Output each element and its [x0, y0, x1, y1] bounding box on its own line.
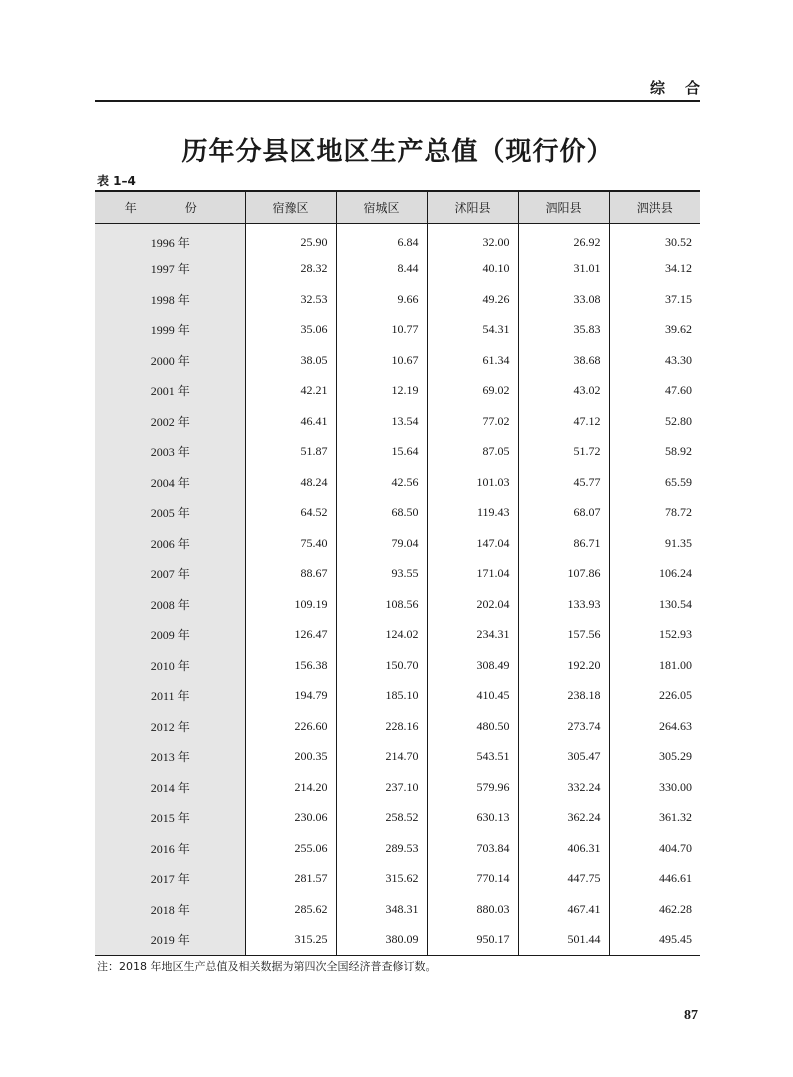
column-header-sihong: 泗洪县	[609, 191, 700, 223]
table-row	[95, 345, 700, 376]
column-header-siyang: 泗阳县	[518, 191, 609, 223]
value-cell: 75.40	[245, 528, 336, 559]
value-cell: 43.30	[609, 345, 700, 376]
table-row	[95, 437, 700, 468]
value-cell: 147.04	[427, 528, 518, 559]
value-cell: 273.74	[518, 711, 609, 742]
value-cell: 37.15	[609, 284, 700, 315]
page-number: 87	[684, 1008, 698, 1023]
column-header-year: 年 份	[95, 191, 245, 223]
year-cell: 2005 年	[95, 498, 245, 529]
value-cell: 32.53	[245, 284, 336, 315]
year-cell: 2007 年	[95, 559, 245, 590]
value-cell: 305.29	[609, 742, 700, 773]
value-cell: 543.51	[427, 742, 518, 773]
column-header-sucheng: 宿城区	[336, 191, 427, 223]
year-cell: 2000 年	[95, 345, 245, 376]
table-row	[95, 833, 700, 864]
value-cell: 54.31	[427, 315, 518, 346]
value-cell: 34.12	[609, 254, 700, 285]
year-cell: 2016 年	[95, 833, 245, 864]
table-row	[95, 681, 700, 712]
value-cell: 46.41	[245, 406, 336, 437]
value-cell: 119.43	[427, 498, 518, 529]
table-row	[95, 315, 700, 346]
value-cell: 126.47	[245, 620, 336, 651]
column-header-suyu: 宿豫区	[245, 191, 336, 223]
value-cell: 51.72	[518, 437, 609, 468]
value-cell: 79.04	[336, 528, 427, 559]
year-cell: 2013 年	[95, 742, 245, 773]
value-cell: 61.34	[427, 345, 518, 376]
table-row	[95, 498, 700, 529]
year-cell: 2008 年	[95, 589, 245, 620]
value-cell: 446.61	[609, 864, 700, 895]
value-cell: 150.70	[336, 650, 427, 681]
value-cell: 30.52	[609, 223, 700, 254]
section-label: 综合	[649, 79, 720, 97]
value-cell: 285.62	[245, 894, 336, 925]
table-row	[95, 406, 700, 437]
value-cell: 6.84	[336, 223, 427, 254]
value-cell: 226.60	[245, 711, 336, 742]
value-cell: 35.83	[518, 315, 609, 346]
value-cell: 32.00	[427, 223, 518, 254]
table-row	[95, 711, 700, 742]
value-cell: 467.41	[518, 894, 609, 925]
value-cell: 28.32	[245, 254, 336, 285]
value-cell: 185.10	[336, 681, 427, 712]
table-row	[95, 467, 700, 498]
value-cell: 281.57	[245, 864, 336, 895]
value-cell: 42.21	[245, 376, 336, 407]
value-cell: 48.24	[245, 467, 336, 498]
year-cell: 2003 年	[95, 437, 245, 468]
value-cell: 361.32	[609, 803, 700, 834]
value-cell: 171.04	[427, 559, 518, 590]
value-cell: 130.54	[609, 589, 700, 620]
value-cell: 10.77	[336, 315, 427, 346]
value-cell: 87.05	[427, 437, 518, 468]
table-row	[95, 650, 700, 681]
value-cell: 362.24	[518, 803, 609, 834]
section-header	[95, 78, 720, 102]
value-cell: 495.45	[609, 925, 700, 956]
year-cell: 2017 年	[95, 864, 245, 895]
value-cell: 49.26	[427, 284, 518, 315]
value-cell: 101.03	[427, 467, 518, 498]
value-cell: 202.04	[427, 589, 518, 620]
table-row	[95, 589, 700, 620]
value-cell: 406.31	[518, 833, 609, 864]
value-cell: 45.77	[518, 467, 609, 498]
table-row	[95, 894, 700, 925]
value-cell: 157.56	[518, 620, 609, 651]
value-cell: 181.00	[609, 650, 700, 681]
year-cell: 2004 年	[95, 467, 245, 498]
value-cell: 330.00	[609, 772, 700, 803]
data-table	[95, 190, 700, 956]
table-row	[95, 742, 700, 773]
value-cell: 108.56	[336, 589, 427, 620]
value-cell: 68.50	[336, 498, 427, 529]
value-cell: 237.10	[336, 772, 427, 803]
table-row	[95, 559, 700, 590]
value-cell: 380.09	[336, 925, 427, 956]
value-cell: 192.20	[518, 650, 609, 681]
value-cell: 88.67	[245, 559, 336, 590]
value-cell: 77.02	[427, 406, 518, 437]
value-cell: 25.90	[245, 223, 336, 254]
value-cell: 64.52	[245, 498, 336, 529]
value-cell: 31.01	[518, 254, 609, 285]
value-cell: 47.12	[518, 406, 609, 437]
value-cell: 78.72	[609, 498, 700, 529]
value-cell: 9.66	[336, 284, 427, 315]
value-cell: 107.86	[518, 559, 609, 590]
value-cell: 264.63	[609, 711, 700, 742]
table-row	[95, 254, 700, 285]
value-cell: 447.75	[518, 864, 609, 895]
value-cell: 234.31	[427, 620, 518, 651]
value-cell: 51.87	[245, 437, 336, 468]
value-cell: 226.05	[609, 681, 700, 712]
table-row	[95, 528, 700, 559]
value-cell: 630.13	[427, 803, 518, 834]
year-cell: 1997 年	[95, 254, 245, 285]
value-cell: 315.25	[245, 925, 336, 956]
value-cell: 214.70	[336, 742, 427, 773]
table-row	[95, 925, 700, 956]
table-row	[95, 864, 700, 895]
value-cell: 770.14	[427, 864, 518, 895]
value-cell: 289.53	[336, 833, 427, 864]
value-cell: 58.92	[609, 437, 700, 468]
value-cell: 69.02	[427, 376, 518, 407]
value-cell: 348.31	[336, 894, 427, 925]
value-cell: 86.71	[518, 528, 609, 559]
value-cell: 194.79	[245, 681, 336, 712]
value-cell: 106.24	[609, 559, 700, 590]
year-cell: 2019 年	[95, 925, 245, 956]
year-cell: 2014 年	[95, 772, 245, 803]
value-cell: 26.92	[518, 223, 609, 254]
table-row	[95, 223, 700, 254]
value-cell: 12.19	[336, 376, 427, 407]
value-cell: 93.55	[336, 559, 427, 590]
year-cell: 1996 年	[95, 223, 245, 254]
value-cell: 152.93	[609, 620, 700, 651]
year-cell: 2018 年	[95, 894, 245, 925]
year-cell: 2010 年	[95, 650, 245, 681]
value-cell: 214.20	[245, 772, 336, 803]
value-cell: 305.47	[518, 742, 609, 773]
value-cell: 404.70	[609, 833, 700, 864]
table-row	[95, 803, 700, 834]
value-cell: 13.54	[336, 406, 427, 437]
value-cell: 39.62	[609, 315, 700, 346]
value-cell: 38.68	[518, 345, 609, 376]
year-cell: 2012 年	[95, 711, 245, 742]
year-cell: 2015 年	[95, 803, 245, 834]
value-cell: 35.06	[245, 315, 336, 346]
value-cell: 40.10	[427, 254, 518, 285]
table-body	[95, 223, 700, 955]
value-cell: 410.45	[427, 681, 518, 712]
value-cell: 124.02	[336, 620, 427, 651]
value-cell: 462.28	[609, 894, 700, 925]
value-cell: 47.60	[609, 376, 700, 407]
value-cell: 33.08	[518, 284, 609, 315]
value-cell: 228.16	[336, 711, 427, 742]
value-cell: 315.62	[336, 864, 427, 895]
value-cell: 133.93	[518, 589, 609, 620]
value-cell: 308.49	[427, 650, 518, 681]
year-cell: 2006 年	[95, 528, 245, 559]
year-cell: 2001 年	[95, 376, 245, 407]
value-cell: 65.59	[609, 467, 700, 498]
value-cell: 38.05	[245, 345, 336, 376]
value-cell: 156.38	[245, 650, 336, 681]
table-number: 表 1–4	[97, 174, 136, 188]
table-row	[95, 620, 700, 651]
value-cell: 703.84	[427, 833, 518, 864]
value-cell: 880.03	[427, 894, 518, 925]
value-cell: 42.56	[336, 467, 427, 498]
table-row	[95, 284, 700, 315]
value-cell: 579.96	[427, 772, 518, 803]
year-cell: 2002 年	[95, 406, 245, 437]
value-cell: 230.06	[245, 803, 336, 834]
value-cell: 238.18	[518, 681, 609, 712]
value-cell: 43.02	[518, 376, 609, 407]
value-cell: 258.52	[336, 803, 427, 834]
value-cell: 52.80	[609, 406, 700, 437]
table-row	[95, 376, 700, 407]
value-cell: 10.67	[336, 345, 427, 376]
value-cell: 200.35	[245, 742, 336, 773]
year-cell: 1999 年	[95, 315, 245, 346]
value-cell: 501.44	[518, 925, 609, 956]
value-cell: 68.07	[518, 498, 609, 529]
value-cell: 950.17	[427, 925, 518, 956]
value-cell: 480.50	[427, 711, 518, 742]
year-cell: 2011 年	[95, 681, 245, 712]
page-title: 历年分县区地区生产总值（现行价）	[181, 137, 614, 167]
table-row	[95, 772, 700, 803]
data-table-container	[95, 190, 700, 956]
value-cell: 332.24	[518, 772, 609, 803]
footnote: 注：2018 年地区生产总值及相关数据为第四次全国经济普查修订数。	[97, 960, 437, 973]
value-cell: 91.35	[609, 528, 700, 559]
column-header-shuyang: 沭阳县	[427, 191, 518, 223]
value-cell: 8.44	[336, 254, 427, 285]
value-cell: 109.19	[245, 589, 336, 620]
value-cell: 15.64	[336, 437, 427, 468]
year-cell: 2009 年	[95, 620, 245, 651]
value-cell: 255.06	[245, 833, 336, 864]
table-header-row	[95, 191, 700, 223]
year-cell: 1998 年	[95, 284, 245, 315]
